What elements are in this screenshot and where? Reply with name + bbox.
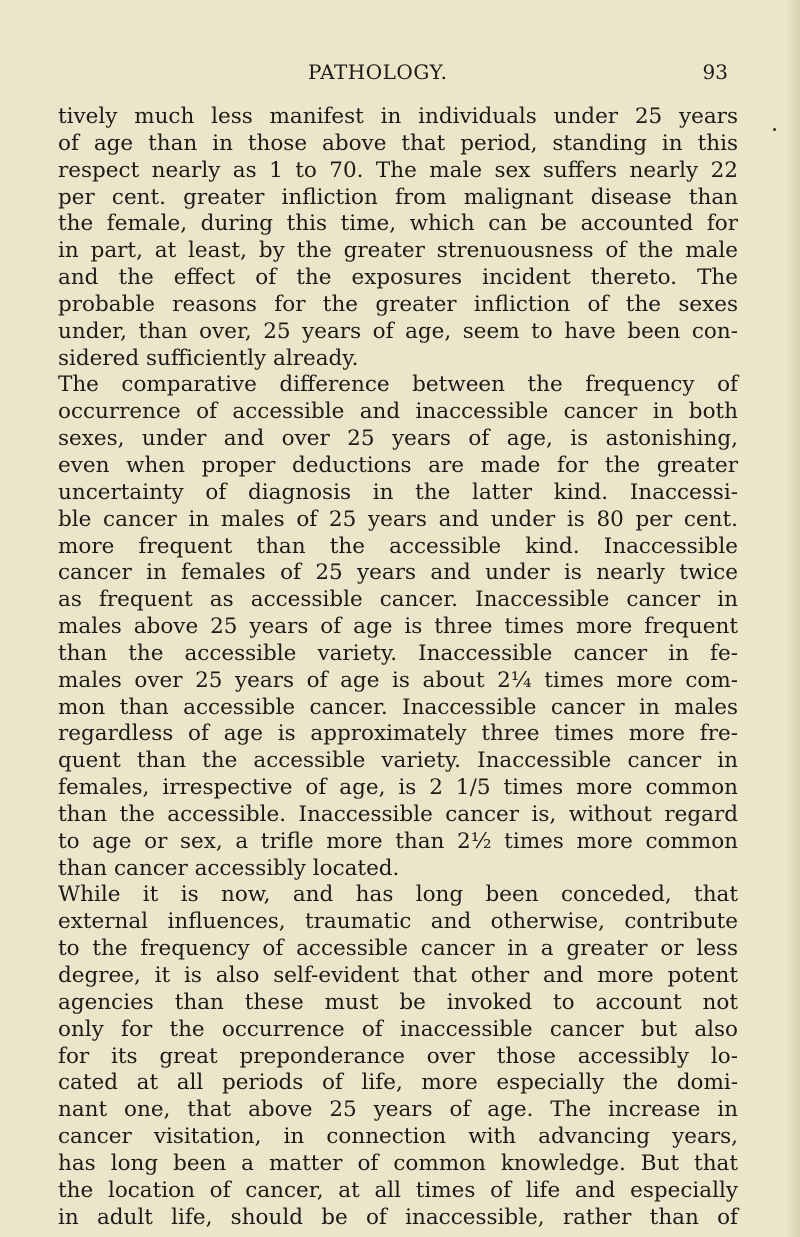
text-line: cancer visitation, in connection with advancing years,	[58, 1124, 738, 1150]
text-line: than the accessible. Inaccessible cancer is, without regard	[58, 801, 738, 827]
text-line: per cent. greater infliction from malignant disease than	[58, 184, 738, 210]
text-line: in part, at least, by the greater strenuousness of the male	[58, 238, 738, 264]
text-line: only for the occurrence of inaccessible cancer but also	[58, 1016, 738, 1042]
text-line: external influences, traumatic and otherwise, contribute	[58, 909, 738, 935]
text-line: respect nearly as 1 to 70. The male sex suffers nearly 22	[58, 157, 738, 183]
text-line: occurrence of accessible and inaccessible cancer in both	[58, 399, 738, 425]
running-head: PATHOLOGY.	[308, 60, 448, 84]
text-line: regardless of age is approximately three times more fre-	[58, 721, 738, 747]
text-line: more frequent than the accessible kind. Inaccessible	[58, 533, 738, 559]
text-line: cated at all periods of life, more especially the domi-	[58, 1070, 738, 1096]
text-line: as frequent as accessible cancer. Inaccessible cancer in	[58, 587, 738, 613]
page-number: 93	[702, 60, 728, 84]
text-line: in adult life, should be of inaccessible, rather than of	[58, 1204, 738, 1230]
text-line: quent than the accessible variety. Inaccessible cancer in	[58, 748, 738, 774]
text-line: of age than in those above that period, standing in this	[58, 130, 738, 156]
text-line: to the frequency of accessible cancer in a greater or less	[58, 936, 738, 962]
text-line: to age or sex, a trifle more than 2½ times more common	[58, 828, 738, 854]
page-header	[0, 60, 800, 88]
text-line: While it is now, and has long been conceded, that	[58, 882, 738, 908]
text-line: males above 25 years of age is three times more frequent	[58, 614, 738, 640]
text-line: ble cancer in males of 25 years and under is 80 per cent.	[58, 506, 738, 532]
text-line: females, irrespective of age, is 2 1/5 times more common	[58, 775, 738, 801]
text-line: probable reasons for the greater infliction of the sexes	[58, 291, 738, 317]
text-line: The comparative difference between the frequency of	[58, 372, 738, 398]
text-line: sidered sufficiently already.	[58, 345, 359, 371]
text-line: degree, it is also self-evident that other and more potent	[58, 963, 738, 988]
text-line: has long been a matter of common knowledge. But that	[58, 1150, 738, 1176]
text-line: sexes, under and over 25 years of age, is astonishing,	[58, 426, 738, 452]
text-line: nant one, that above 25 years of age. The increase in	[58, 1097, 738, 1123]
text-line: cancer in females of 25 years and under is nearly twice	[58, 560, 738, 586]
text-line: agencies than these must be invoked to account not	[58, 989, 738, 1015]
body-text	[58, 104, 738, 1231]
text-line: than cancer accessibly located.	[58, 855, 400, 881]
text-line: than the accessible variety. Inaccessible cancer in fe-	[58, 640, 738, 666]
text-line: for its great preponderance over those accessibly lo-	[58, 1043, 738, 1069]
text-line: tively much less manifest in individuals under 25 years	[58, 104, 738, 129]
text-line: mon than accessible cancer. Inaccessible cancer in males	[58, 694, 738, 720]
page-edge-shadow	[786, 0, 800, 1237]
text-line: uncertainty of diagnosis in the latter kind. Inaccessi-	[58, 479, 738, 505]
text-line: under, than over, 25 years of age, seem to have been con-	[58, 318, 738, 344]
text-line: males over 25 years of age is about 2¼ times more com-	[58, 667, 738, 693]
text-line: even when proper deductions are made for the greater	[58, 452, 738, 478]
margin-speck	[773, 128, 776, 131]
text-line: the female, during this time, which can be accounted for	[58, 211, 738, 237]
text-line: and the effect of the exposures incident thereto. The	[58, 265, 738, 291]
text-line: the location of cancer, at all times of life and especially	[58, 1177, 738, 1203]
